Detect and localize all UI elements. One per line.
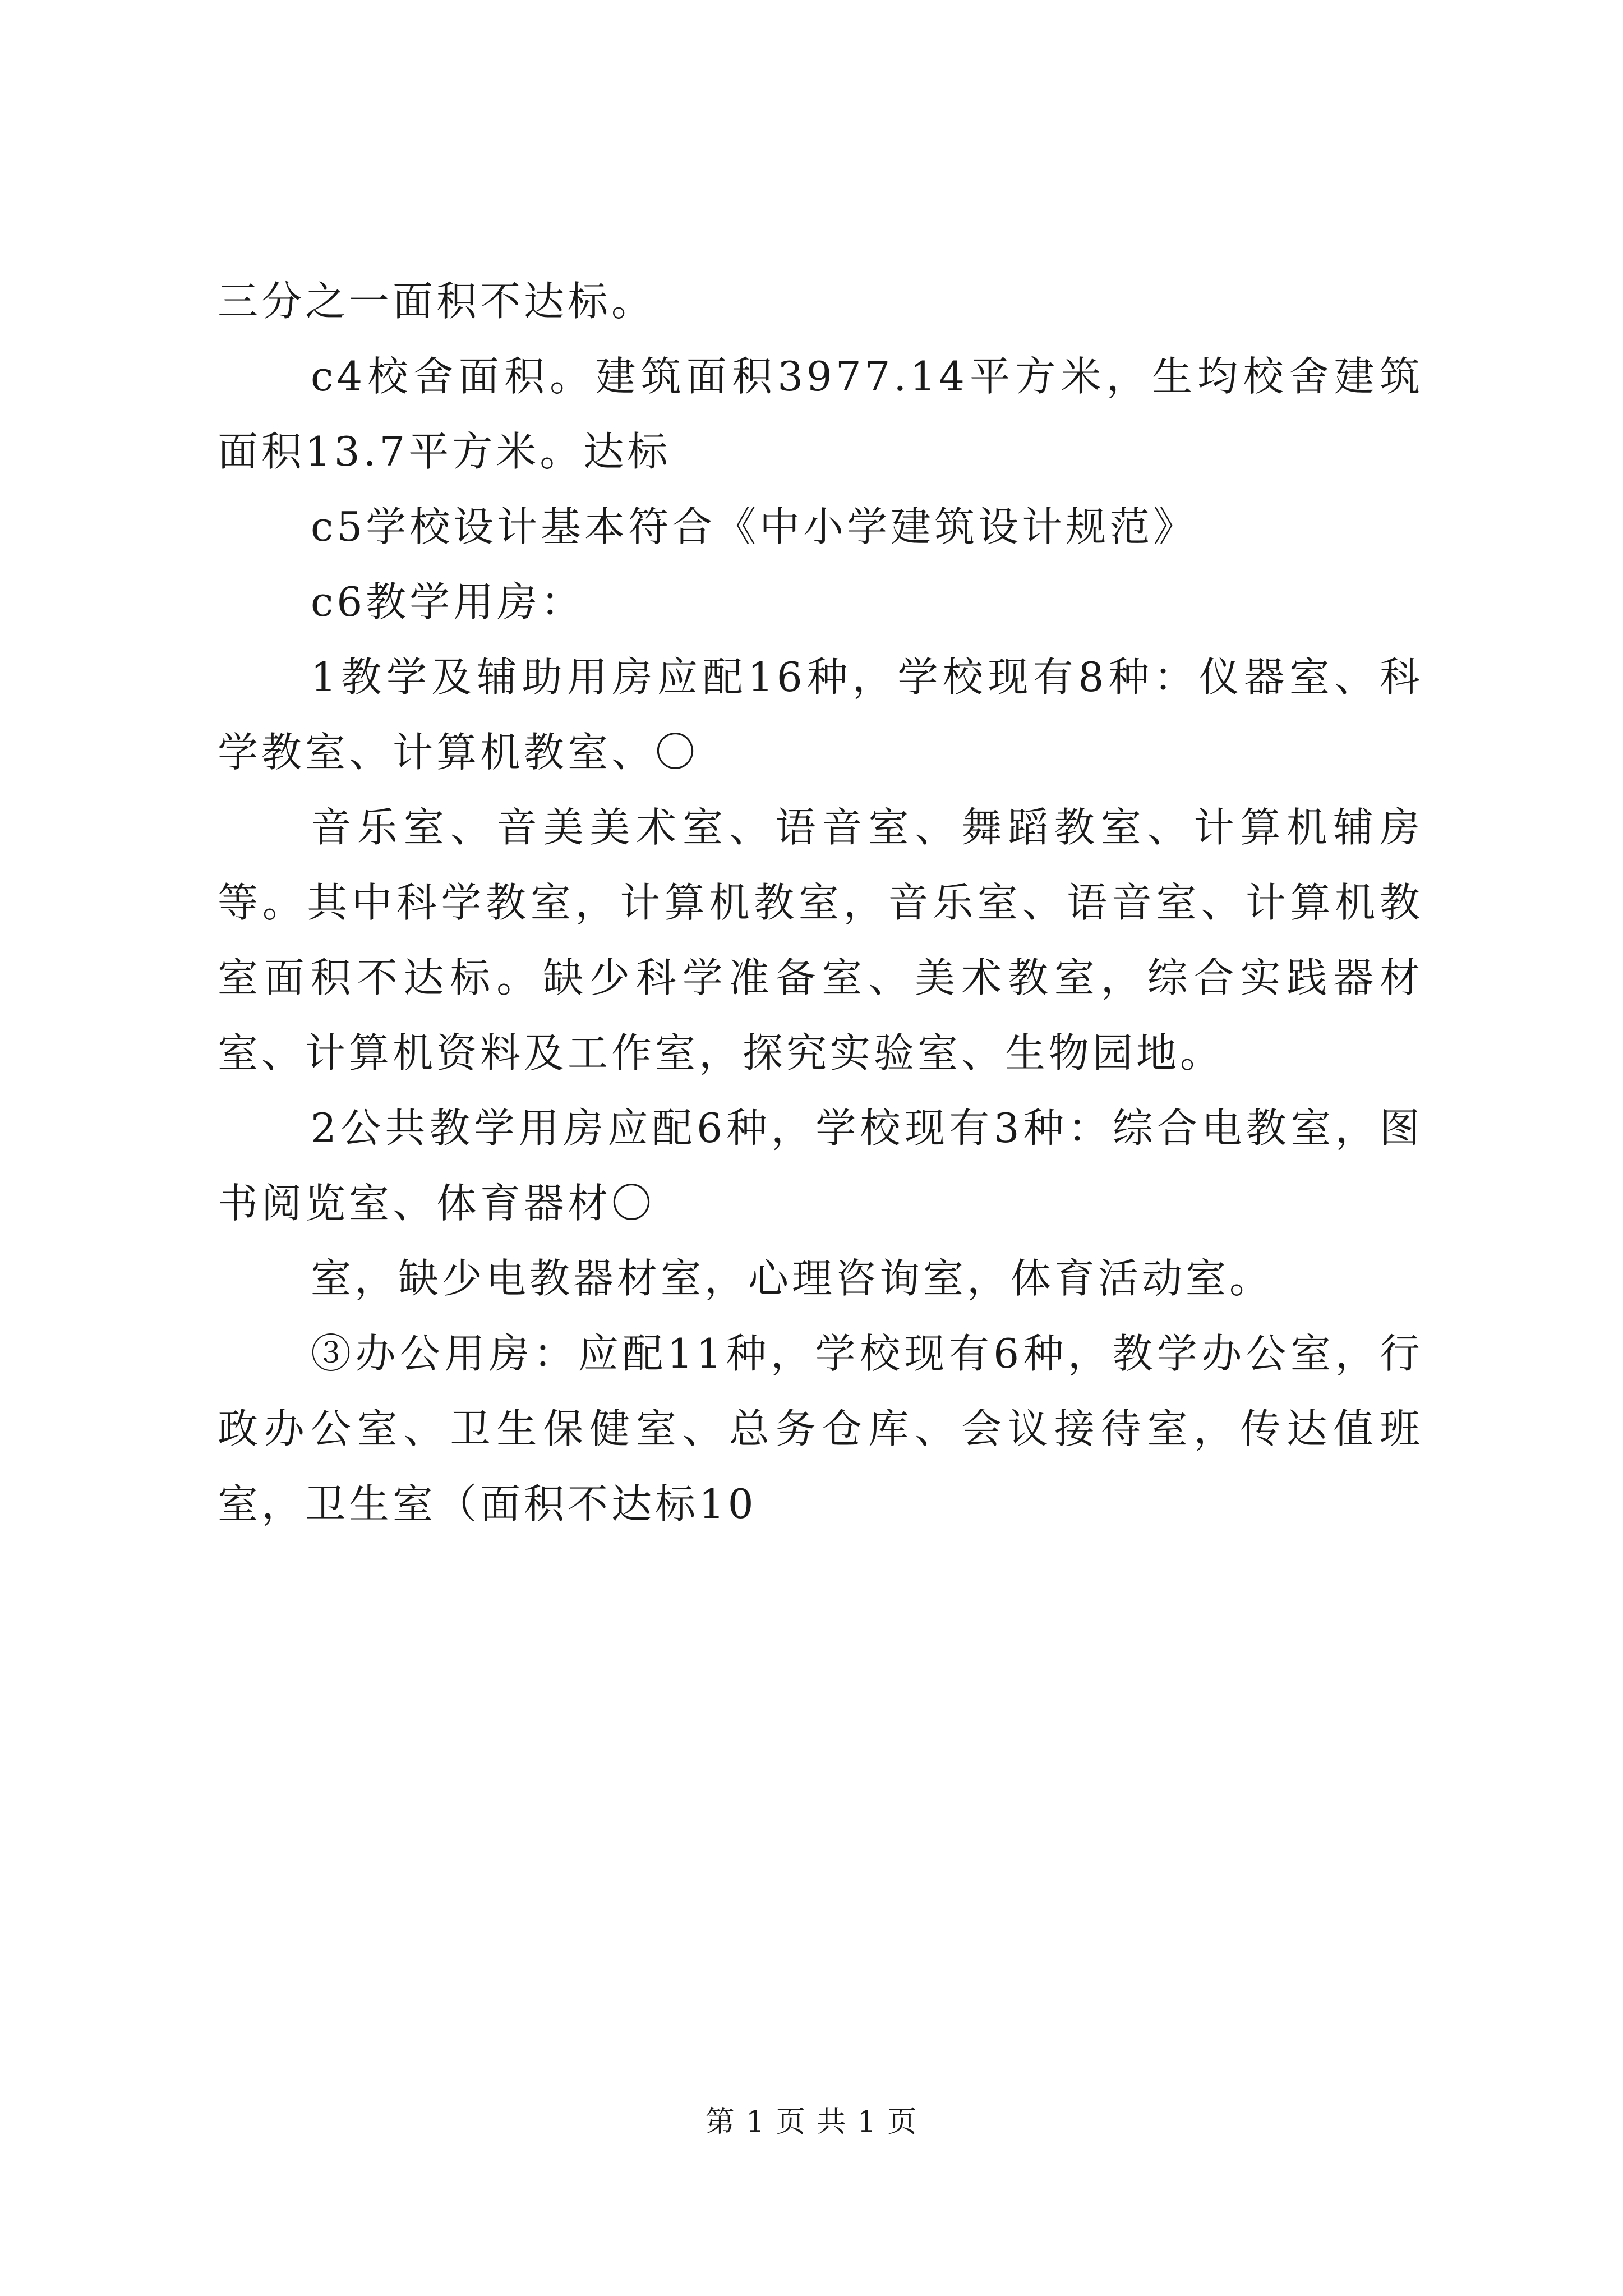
paragraph-4: c6教学用房：: [311, 578, 585, 625]
document-body: [218, 264, 1423, 1542]
paragraph-3: c5学校设计基本符合《中小学建筑设计规范》: [311, 503, 1197, 550]
paragraph-2: c4校舍面积。建筑面积3977.14平方米，生均校舍建筑面积13.7平方米。达标: [218, 353, 1423, 475]
paragraph-7: 2公共教学用房应配6种，学校现有3种：综合电教室，图书阅览室、体育器材〇: [218, 1105, 1423, 1227]
paragraph-5: 1教学及辅助用房应配16种，学校现有8种：仪器室、科学教室、计算机教室、〇: [218, 654, 1423, 776]
paragraph-8: 室，缺少电教器材室，心理咨询室，体育活动室。: [311, 1255, 1274, 1302]
paragraph-1: 三分之一面积不达标。: [218, 278, 656, 325]
paragraph-9: ③办公用房：应配11种，学校现有6种，教学办公室，行政办公室、卫生保健室、总务仓库、会议接待室，传达值班室，卫生室（面积不达标10: [218, 1330, 1423, 1527]
page-number-label: 第 1 页 共 1 页: [705, 2105, 918, 2139]
page-footer: [0, 2098, 1623, 2140]
paragraph-6: 音乐室、音美美术室、语音室、舞蹈教室、计算机辅房等。其中科学教室，计算机教室，音乐室、语音室、计算机教室面积不达标。缺少科学准备室、美术教室，综合实践器材室、计算机资料及工作室，探究实验室、生物园地。: [218, 804, 1423, 1076]
